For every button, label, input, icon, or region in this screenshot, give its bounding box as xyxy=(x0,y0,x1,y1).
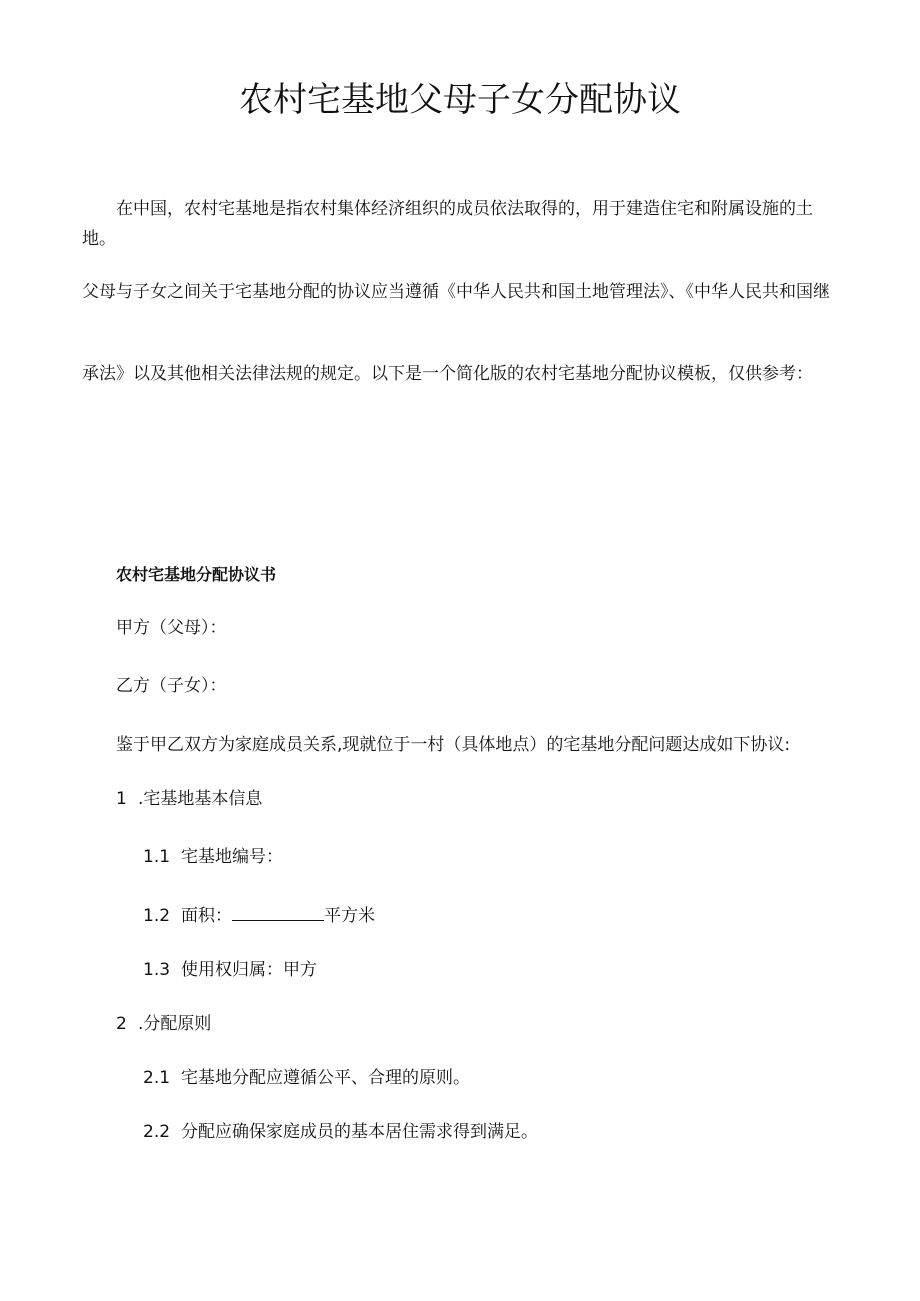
item-text: 宅基地编号： xyxy=(181,847,283,867)
item-text: 宅基地分配应遵循公平、合理的原则。 xyxy=(181,1068,470,1088)
agreement-title: 农村宅基地分配协议书 xyxy=(116,565,277,584)
section-number: 1 xyxy=(116,789,127,809)
item-number: 2.1 xyxy=(143,1068,171,1088)
section-item xyxy=(143,1117,538,1147)
document-title: 农村宅基地父母子女分配协议 xyxy=(239,80,681,120)
item-text: 使用权归属：甲方 xyxy=(181,960,317,980)
section-heading xyxy=(116,784,262,814)
area-blank-line xyxy=(232,902,324,921)
item-number: 1.2 xyxy=(143,906,171,926)
section-heading xyxy=(116,1009,211,1039)
section-item xyxy=(143,901,375,931)
party-a-label: 甲方（父母）： xyxy=(116,618,227,638)
section-title: .分配原则 xyxy=(138,1014,212,1034)
section-title: .宅基地基本信息 xyxy=(138,789,263,809)
intro-paragraph-3: 承法》以及其他相关法律法规的规定。以下是一个简化版的农村宅基地分配协议模板，仅供参考： xyxy=(82,364,813,384)
item-text: 面积： xyxy=(181,906,232,926)
intro-paragraph-2: 父母与子女之间关于宅基地分配的协议应当遵循《中华人民共和国土地管理法》、《中华人民共和国继 xyxy=(82,282,830,302)
section-item xyxy=(143,1063,470,1093)
section-item xyxy=(143,955,317,985)
item-number: 1.3 xyxy=(143,960,171,980)
intro-paragraph-1: 在中国，农村宅基地是指农村集体经济组织的成员依法取得的，用于建造住宅和附属设施的土地。 xyxy=(82,199,813,249)
section-number: 2 xyxy=(116,1014,127,1034)
section-item xyxy=(143,842,283,872)
item-text: 分配应确保家庭成员的基本居住需求得到满足。 xyxy=(181,1122,538,1142)
item-unit: 平方米 xyxy=(324,906,375,926)
party-b-label: 乙方（子女）： xyxy=(116,676,227,696)
preamble: 鉴于甲乙双方为家庭成员关系,现就位于一村（具体地点）的宅基地分配问题达成如下协议: xyxy=(116,735,791,755)
item-number: 1.1 xyxy=(143,847,171,867)
item-number: 2.2 xyxy=(143,1122,171,1142)
